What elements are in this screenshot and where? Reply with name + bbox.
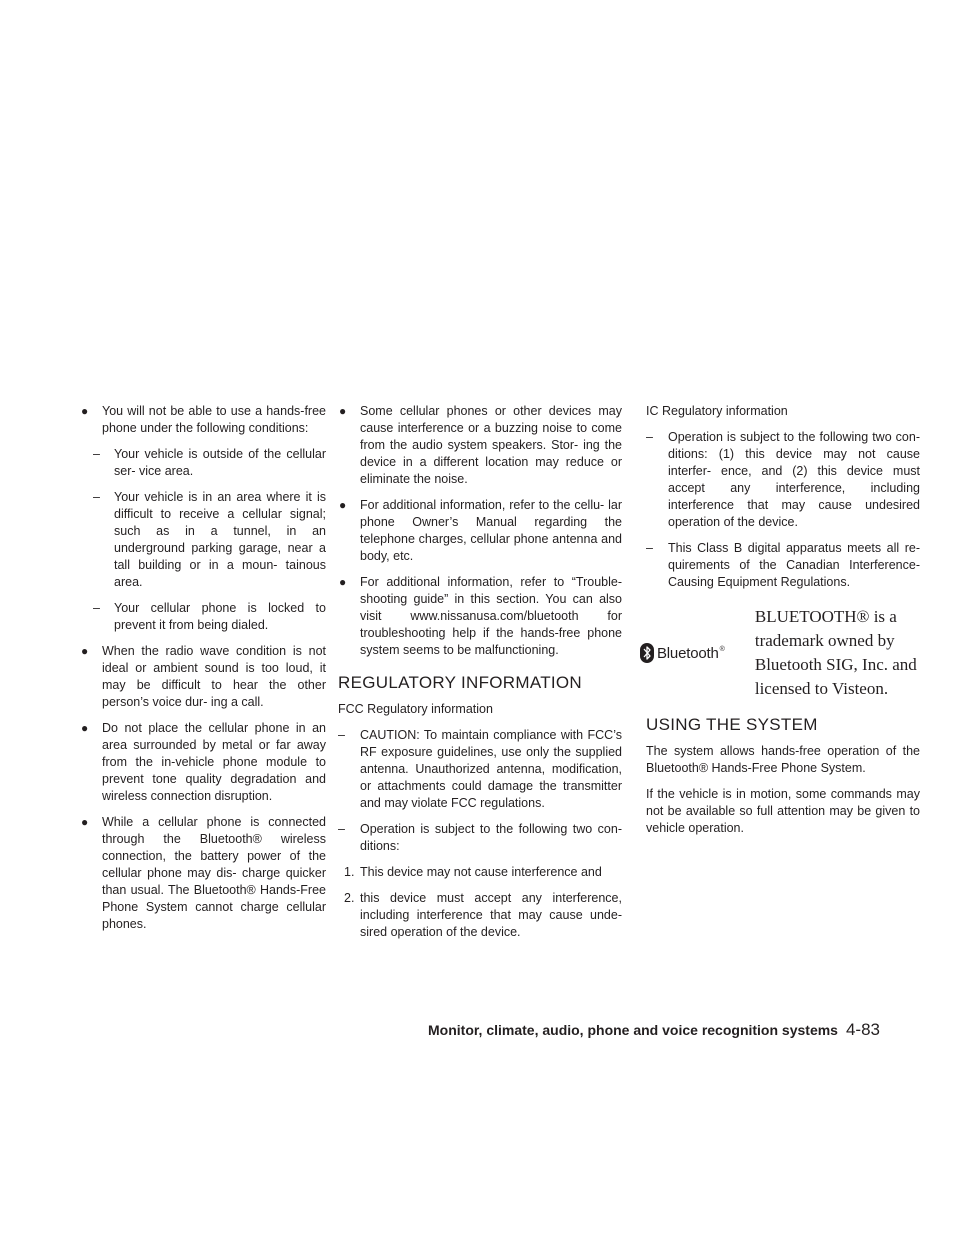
bullet-icon: ●: [339, 498, 347, 512]
dash-item: [338, 727, 622, 812]
bullet-item: [80, 643, 326, 711]
bullet-text: Some cellular phones or other devices may cause interference or a buzzing noise to come from the audio system speakers. Stor- ing the device in a different location may reduce or eliminate the noise.: [360, 404, 622, 486]
bullet-text: You will not be able to use a hands-free phone under the following conditions:: [102, 404, 326, 435]
page-footer: [428, 1020, 880, 1040]
bullet-item: [80, 720, 326, 805]
bullet-item: [80, 814, 326, 933]
dash-marker: –: [338, 728, 345, 742]
dash-item: [646, 429, 920, 531]
dash-item: [80, 489, 326, 591]
column-middle: [338, 403, 622, 950]
dash-marker: –: [93, 490, 100, 504]
trademark-text: BLUETOOTH® is a trademark owned by Bluetooth SIG, Inc. and licensed to Visteon.: [754, 607, 917, 698]
numbered-text: This device may not cause interference and: [360, 865, 602, 879]
dash-item: [646, 540, 920, 591]
dash-text: Your vehicle is outside of the cellular ser- vice area.: [114, 447, 326, 478]
dash-text: This Class B digital apparatus meets all re- quirements of the Canadian Interference- Causing Equipment Regulations.: [668, 541, 920, 589]
dash-item: [338, 821, 622, 855]
dash-text: Your vehicle is in an area where it is difficult to receive a cellular signal; such as in a tunnel, in an underground parking garage, near a tall building or in a moun- tainous area.: [114, 490, 326, 589]
bullet-icon: ●: [81, 721, 89, 735]
bluetooth-icon: [640, 643, 654, 663]
column-left: [80, 403, 326, 942]
dash-marker: –: [93, 601, 100, 615]
paragraph: The system allows hands-free operation of the Bluetooth® Hands-Free Phone System.: [646, 744, 920, 775]
bluetooth-wordmark: Bluetooth: [657, 644, 719, 662]
dash-text: Your cellular phone is locked to prevent it from being dialed.: [114, 601, 326, 632]
bullet-icon: ●: [81, 404, 89, 418]
fcc-label: FCC Regulatory information: [338, 702, 493, 716]
bullet-icon: ●: [81, 815, 89, 829]
bullet-text: For additional information, refer to “Trouble- shooting guide” in this section. You can also visit www.nissanusa.com/bluetooth for troubleshooting help if the hands-free phone system seems to be malfunctioning.: [360, 575, 622, 657]
dash-marker: –: [93, 447, 100, 461]
bullet-item: [338, 574, 622, 659]
bluetooth-logo: [640, 643, 747, 663]
registered-mark: ®: [719, 645, 725, 653]
bullet-item: [338, 403, 622, 488]
bullet-icon: ●: [339, 575, 347, 589]
bluetooth-trademark-block: [646, 605, 920, 701]
column-right: [646, 403, 920, 846]
dash-item: [80, 600, 326, 634]
numbered-item: [338, 890, 622, 941]
dash-marker: –: [646, 430, 653, 444]
operation-text: Operation is subject to the following two con- ditions:: [360, 822, 622, 853]
numbered-text: this device must accept any interference, including interference that may cause unde- sired operation of the device.: [360, 891, 622, 939]
caution-text: CAUTION: To maintain compliance with FCC’s RF exposure guidelines, use only the supplied antenna. Unauthorized antenna, modification, or attachments could damage the transmitter and may violate FCC regulations.: [360, 728, 622, 810]
bullet-item: [80, 403, 326, 437]
dash-marker: –: [646, 541, 653, 555]
bullet-icon: ●: [339, 404, 347, 418]
bullet-text: For additional information, refer to the cellu- lar phone Owner’s Manual regarding the telephone charges, cellular phone antenna and body, etc.: [360, 498, 622, 563]
section-title: Monitor, climate, audio, phone and voice recognition systems: [428, 1022, 838, 1038]
regulatory-heading: REGULATORY INFORMATION: [338, 673, 583, 692]
numbered-item: [338, 864, 622, 881]
number-marker: 1.: [344, 865, 355, 879]
bullet-text: When the radio wave condition is not ideal or ambient sound is too loud, it may be difficult to hear the other person’s voice dur- ing a call.: [102, 644, 326, 709]
bullet-icon: ●: [81, 644, 89, 658]
dash-marker: –: [338, 822, 345, 836]
dash-item: [80, 446, 326, 480]
bullet-text: While a cellular phone is connected through the Bluetooth® wireless connection, the battery power of the cellular phone may dis- charge quicker than usual. The Bluetooth® Hands-Free Phone System cannot charge cellular phones.: [102, 815, 326, 931]
bullet-item: [338, 497, 622, 565]
ic-label: IC Regulatory information: [646, 404, 788, 418]
using-system-heading: USING THE SYSTEM: [646, 715, 818, 734]
dash-text: Operation is subject to the following two con- ditions: (1) this device may not cause interfer- ence, and (2) this device must accept any interference, including interference that may cause undesired operation of the device.: [668, 430, 920, 529]
paragraph: If the vehicle is in motion, some commands may not be available so full attention may be given to vehicle operation.: [646, 787, 920, 835]
page-number: 4-83: [845, 1020, 880, 1039]
bullet-text: Do not place the cellular phone in an area surrounded by metal or far away from the in-vehicle phone module to prevent tone quality degradation and wireless connection disruption.: [102, 721, 326, 803]
number-marker: 2.: [344, 891, 355, 905]
